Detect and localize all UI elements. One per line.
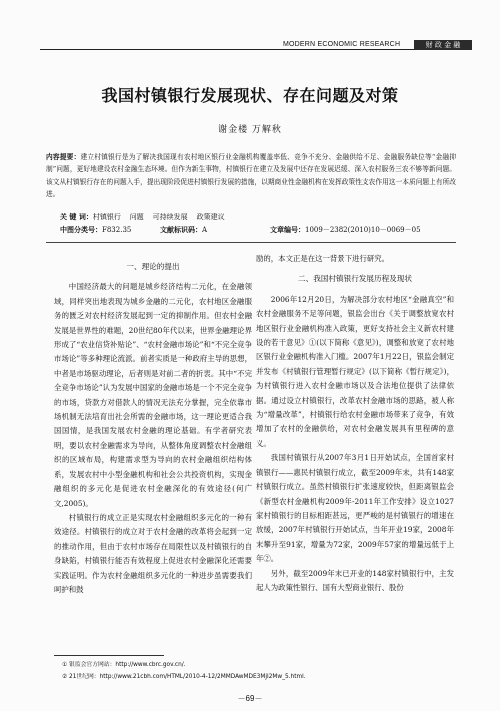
article-title: 我国村镇银行发展现状、存在问题及对策 (101, 86, 399, 105)
page-number: －69－ (237, 694, 263, 703)
section2-heading: 二、我国村镇银行发展历程及现状 (298, 274, 412, 284)
right-paragraph-2: 我国村镇银行从2007年3月1日开始试点，全国首家村镇银行——惠民村镇银行成立，截至2009年末，共有148家村镇银行成立。虽然村镇银行扩张速度较快，但距离银监会《新型农村金融机构2009年-2011年工作安排》设立1027家村镇银行的目标相距甚远，更严峻的是村镇银行的增速在放缓，2007年村镇银行开始试点，当年开业19家，2008年末攀升至91家，增量为72家，2009年57家的增量远低于上年②。 (256, 453, 454, 564)
journal-name: MODERN ECONOMIC RESEARCH (283, 41, 401, 48)
footnote-2: ② 21世纪网：http://www.21cbh.com/HTML/2010-4-12/2MMDAwMDE3MjI2Mw_5.html. (62, 674, 306, 680)
abstract-text: 建立村镇银行是为了解决我国现有农村地区银行业金融机构覆盖率低、竞争不充分、金融供给不足、金融服务缺位等“金融抑制”问题，更好地建设农村金融生态环境。但作为新生事物，村镇银行在建立及发展中还存在发展迟缓、深入农村服务三农不够等新问题。该文从村镇银行存在的问题入手，提出现阶段促进村镇银行发展的措施，以期商业性金融机构在发挥政策性支农作用这一本质问题上有所改进。 (46, 153, 457, 198)
section1-heading: 一、理论的提出 (126, 262, 180, 271)
footnote-1: ① 银监会官方网站：http://www.cbrc.gov.cn/. (62, 662, 186, 668)
keywords (60, 212, 225, 222)
clc-label: 中图分类号： (60, 226, 102, 234)
doc-code-value: A (202, 226, 208, 234)
right-paragraph-0: 励的，本文正是在这一背景下进行研究。 (256, 254, 390, 263)
section-tag: 财 政 金 融 (414, 40, 472, 50)
abstract (46, 151, 456, 200)
right-paragraph-1: 2006年12月20日，为解决部分农村地区“金融真空”和农村金融服务不足等问题，银监会出台《关于调整放宽农村地区银行业金融机构准入政策，更好支持社会主义新农村建设的若干意见》①(以下简称《意见》)，调整和放宽了农村地区银行业金融机构准入门槛。2007年1月22日，银监会制定并发布《村镇银行管理暂行规定》(以下简称《暂行规定》)，为村镇银行进入农村金融市场以及合法地位提供了法律依据。通过设立村镇银行，改革农村金融市场的思路，被人称为“增量改革”，村镇银行给农村金融市场带来了竞争，有效增加了农村的金融供给，对农村金融发展具有里程碑的意义。 (256, 294, 454, 448)
left-paragraph-2: 村镇银行的成立正是实现农村金融组织多元化的一种有效途径。村镇银行的成立对于农村金融的改革将会起到一定的推动作用，但由于农村市场存在局限性以及村镇银行的自身缺陷，村镇银行能否有效程度上促进农村金融深化还需要实践证明。作为农村金融组织多元化的一种进步虽需要我们呵护和鼓 (54, 512, 252, 594)
abstract-label: 内容提要： (46, 153, 81, 161)
footnote-rule (54, 655, 164, 656)
left-paragraph-1: 中国经济最大的问题是城乡经济结构二元化，在金融领域，同样突出地表现为城乡金融的二元化，农村地区金融服务的匮乏对农村经济发展起到一定的抑制作用。但农村金融发展是世界性的难题，20世纪80年代以来，世界金融理论界形成了“农业信贷补贴论”、“农村金融市场论”和“不完全竞争市场论”等多种理论流派。前者实质是一种政府主导的思想，中者是市场驱动理论，后者则是对前二者的折衷。其中“不完全竞争市场论”认为发展中国家的金融市场是一个不完全竞争的市场，贷款方对借款人的情况无法充分掌握，完全依靠市场机制无法培育出社会所需的金融市场，这一理论更适合我国国情，是我国发展农村金融的理论基础。有学者研究表明，要以农村金融需求为导向，从整体角度调整农村金融组织的区域布局，构建需求型为导向的农村金融组织结构体系，发展农村中小型金融机构和社会公共投资机构，实现金融组织的多元化是促进农村金融深化的有效途径(何广文,2005)。 (54, 282, 252, 508)
right-column (256, 252, 454, 595)
article-no-label: 文章编号： (270, 226, 305, 234)
left-column (54, 252, 252, 597)
keywords-text: 村镇银行 问题 可持续发展 政策建议 (92, 213, 225, 221)
article-no-value: 1009－2382(2010)10－0069－05 (305, 226, 421, 234)
right-paragraph-3: 另外，截至2009年末已开业的148家村镇银行中，主发起人为政策性银行、国有大型商业银行、股份 (256, 568, 454, 592)
column-divider-rule (46, 242, 456, 243)
keywords-label: 关 键 词： (60, 213, 93, 221)
doc-code-label: 文献标识码： (160, 226, 202, 234)
clc-value: F832.35 (102, 226, 132, 234)
header-rule (40, 49, 460, 50)
authors: 谢金楼 万解秋 (218, 125, 282, 135)
